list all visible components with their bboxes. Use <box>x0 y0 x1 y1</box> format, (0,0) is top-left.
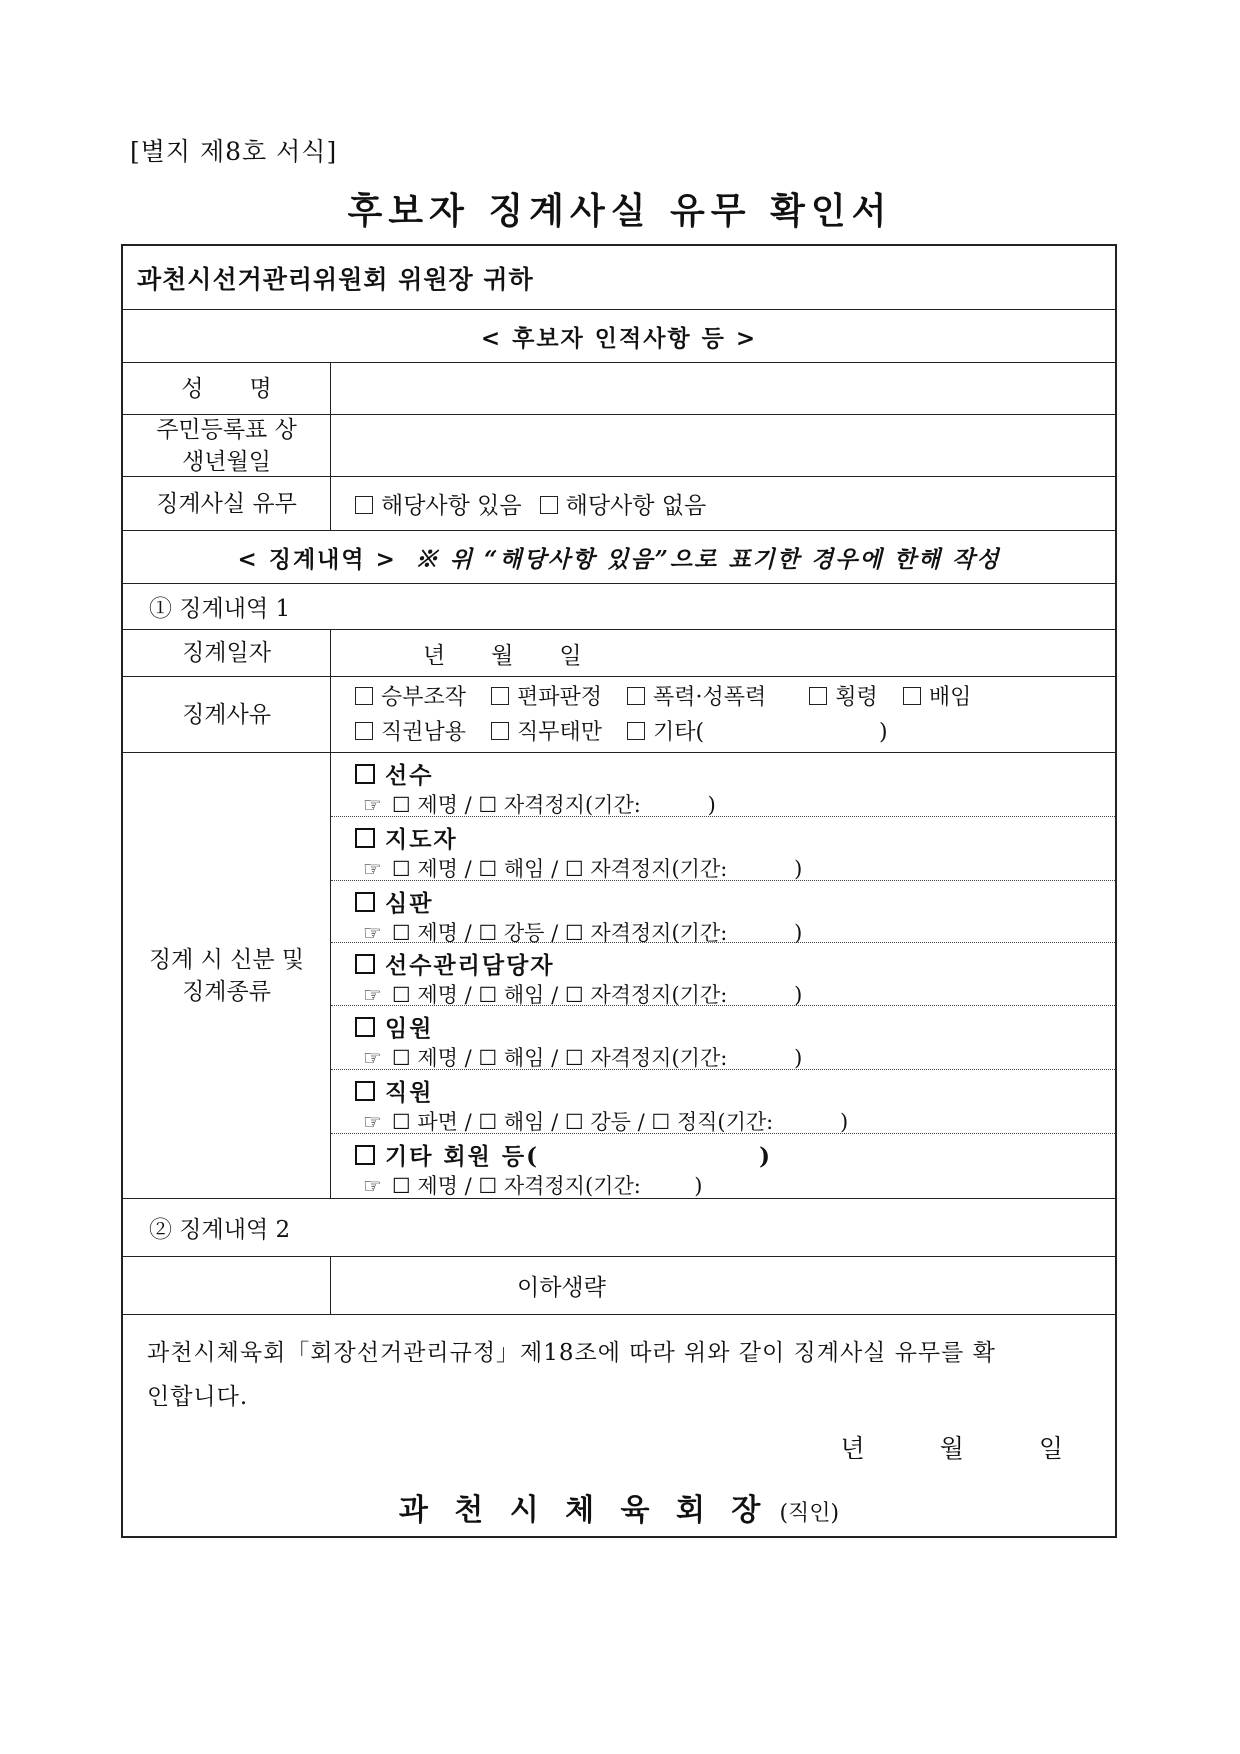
discipline-status-label <box>123 753 331 1198</box>
status-other-member-options-text: ☐ 제명 / ☐ 자격정지(기간: ) <box>391 1174 703 1198</box>
status-staff-label: 직원 <box>385 1079 434 1106</box>
reason-label: 편파판정 <box>517 684 603 710</box>
status-coach-head[interactable] <box>355 821 458 854</box>
option-no-record[interactable] <box>540 487 707 520</box>
discipline-item2-title: ② 징계내역 2 <box>149 1217 291 1243</box>
reason-option[interactable] <box>491 685 602 710</box>
checkbox-icon[interactable] <box>355 1017 375 1037</box>
status-other-member-label: 기타 회원 등( ) <box>385 1143 773 1170</box>
status-referee <box>331 881 1115 943</box>
status-executive-options <box>363 1042 802 1072</box>
discipline-section-heading-wrap <box>123 531 1115 583</box>
pointing-hand-icon: ☞ <box>363 1110 382 1134</box>
status-other-member-head[interactable] <box>355 1138 772 1171</box>
confirmation-line1: 과천시체육회「회장선거관리규정」제18조에 따라 위와 같이 징계사실 유무를 확 <box>147 1340 996 1366</box>
status-player-manager <box>331 943 1115 1006</box>
status-referee-options-text: ☐ 제명 / ☐ 강등 / ☐ 자격정지(기간: ) <box>391 921 803 945</box>
reason-option[interactable] <box>355 685 466 710</box>
status-staff <box>331 1070 1115 1134</box>
status-coach <box>331 817 1115 881</box>
confirmation-line2: 인합니다. <box>147 1384 249 1410</box>
status-player-options <box>363 789 716 819</box>
discipline-status-label-line2: 징계종류 <box>182 978 271 1005</box>
confirmation-statement <box>147 1331 996 1419</box>
checkbox-icon[interactable] <box>540 496 558 514</box>
disciplinary-status-label: 징계사실 유무 <box>123 477 331 530</box>
pointing-hand-icon: ☞ <box>363 983 382 1007</box>
status-other-member <box>331 1134 1115 1198</box>
birthdate-label <box>123 415 331 476</box>
checkbox-icon[interactable] <box>809 687 827 705</box>
status-player <box>331 753 1115 817</box>
pointing-hand-icon: ☞ <box>363 921 382 945</box>
status-player-manager-head[interactable] <box>355 947 555 980</box>
candidate-section-heading-row <box>123 310 1115 363</box>
reason-option[interactable] <box>355 720 466 745</box>
option-has-record[interactable] <box>355 487 522 520</box>
reason-option[interactable] <box>903 685 972 710</box>
pointing-hand-icon: ☞ <box>363 857 382 881</box>
discipline-reason-options <box>331 677 1115 752</box>
reason-label: 직권남용 <box>381 719 467 745</box>
pointing-hand-icon: ☞ <box>363 1174 382 1198</box>
seal-text: (직인) <box>779 1501 840 1526</box>
checkbox-icon[interactable] <box>627 722 645 740</box>
status-referee-head[interactable] <box>355 885 433 918</box>
checkbox-icon[interactable] <box>355 722 373 740</box>
disciplinary-status-row <box>123 477 1115 531</box>
discipline-date-field[interactable]: 년 월 일 <box>423 642 582 669</box>
status-referee-label: 심판 <box>385 890 434 917</box>
status-player-head[interactable] <box>355 757 433 790</box>
status-executive-options-text: ☐ 제명 / ☐ 해임 / ☐ 자격정지(기간: ) <box>391 1046 803 1070</box>
reason-options-line1 <box>355 680 989 715</box>
discipline-date-label: 징계일자 <box>123 630 331 676</box>
checkbox-icon[interactable] <box>355 828 375 848</box>
discipline-reason-label: 징계사유 <box>123 677 331 752</box>
status-other-member-options <box>363 1170 702 1200</box>
form-frame <box>121 244 1117 1538</box>
checkbox-icon[interactable] <box>355 1145 375 1165</box>
birthdate-label-line2: 생년월일 <box>182 448 271 475</box>
reason-option[interactable] <box>627 685 766 710</box>
status-coach-label: 지도자 <box>385 826 458 853</box>
option-no-record-label: 해당사항 없음 <box>565 493 707 519</box>
reason-label: 배임 <box>928 684 972 710</box>
status-executive <box>331 1006 1115 1070</box>
signer-name: 과 천 시 체 육 회 장 <box>398 1493 769 1528</box>
status-executive-head[interactable] <box>355 1010 433 1043</box>
reason-label: 기타( ) <box>653 719 888 745</box>
status-executive-label: 임원 <box>385 1015 434 1042</box>
name-field[interactable] <box>331 363 1115 414</box>
confirmation-block <box>123 1315 1115 1536</box>
pointing-hand-icon: ☞ <box>363 793 382 817</box>
reason-option[interactable] <box>627 720 888 745</box>
disciplinary-status-options <box>331 477 1115 530</box>
status-player-manager-options-text: ☐ 제명 / ☐ 해임 / ☐ 자격정지(기간: ) <box>391 983 803 1007</box>
checkbox-icon[interactable] <box>491 687 509 705</box>
discipline-section-heading: < 징계내역 > <box>237 545 397 573</box>
checkbox-icon[interactable] <box>355 892 375 912</box>
option-has-record-label: 해당사항 있음 <box>381 493 522 519</box>
signature-line <box>123 1485 1115 1529</box>
reason-label: 횡령 <box>835 684 878 710</box>
discipline-status-row <box>123 753 1115 1199</box>
pointing-hand-icon: ☞ <box>363 1046 382 1070</box>
status-player-options-text: ☐ 제명 / ☐ 자격정지(기간: ) <box>391 793 716 817</box>
status-coach-options-text: ☐ 제명 / ☐ 해임 / ☐ 자격정지(기간: ) <box>391 857 803 881</box>
confirmation-date: 년 월 일 <box>840 1434 1063 1463</box>
reason-label: 폭력·성폭력 <box>653 684 767 710</box>
checkbox-icon[interactable] <box>355 687 373 705</box>
omitted-text: 이하생략 <box>517 1275 606 1301</box>
recipient-text: 과천시선거관리위원회 위원장 귀하 <box>137 264 534 294</box>
discipline-section-note: ※ 위 “해당사항 있음”으로 표기한 경우에 한해 작성 <box>414 545 1001 573</box>
checkbox-icon[interactable] <box>903 687 921 705</box>
form-number: [별지 제8호 서식] <box>130 137 338 166</box>
omitted-row <box>123 1257 1115 1315</box>
checkbox-icon[interactable] <box>355 954 375 974</box>
status-staff-options-text: ☐ 파면 / ☐ 해임 / ☐ 강등 / ☐ 정직(기간: ) <box>391 1110 849 1134</box>
discipline-item2-title-row <box>123 1199 1115 1257</box>
document-title: 후보자 징계사실 유무 확인서 <box>347 190 893 232</box>
checkbox-icon[interactable] <box>355 764 375 784</box>
omitted-label-cell <box>123 1257 331 1314</box>
reason-option[interactable] <box>491 720 602 745</box>
status-staff-head[interactable] <box>355 1074 433 1107</box>
birthdate-label-line1: 주민등록표 상 <box>156 416 297 443</box>
discipline-item1-title-row <box>123 584 1115 630</box>
reason-options-line2 <box>355 715 906 750</box>
checkbox-icon[interactable] <box>355 1081 375 1101</box>
status-player-manager-label: 선수관리담당자 <box>385 952 555 979</box>
checkbox-icon[interactable] <box>627 687 645 705</box>
discipline-status-options <box>331 753 1115 1198</box>
recipient-row <box>123 246 1115 310</box>
status-player-manager-options <box>363 979 802 1009</box>
birthdate-row <box>123 415 1115 477</box>
status-staff-options <box>363 1106 848 1136</box>
discipline-section-heading-row <box>123 531 1115 584</box>
name-row <box>123 363 1115 415</box>
discipline-status-label-line1: 징계 시 신분 및 <box>148 946 305 973</box>
checkbox-icon[interactable] <box>491 722 509 740</box>
checkbox-icon[interactable] <box>355 496 373 514</box>
candidate-section-heading: < 후보자 인적사항 등 > <box>480 324 758 352</box>
birthdate-field[interactable] <box>331 415 1115 476</box>
discipline-date-row <box>123 630 1115 677</box>
reason-option[interactable] <box>809 685 878 710</box>
discipline-item1-title: ① 징계내역 1 <box>149 596 291 622</box>
status-coach-options <box>363 853 802 883</box>
name-label: 성 명 <box>123 363 331 414</box>
reason-label: 승부조작 <box>381 684 467 710</box>
discipline-reason-row <box>123 677 1115 753</box>
reason-label: 직무태만 <box>517 719 603 745</box>
status-player-label: 선수 <box>385 762 434 789</box>
